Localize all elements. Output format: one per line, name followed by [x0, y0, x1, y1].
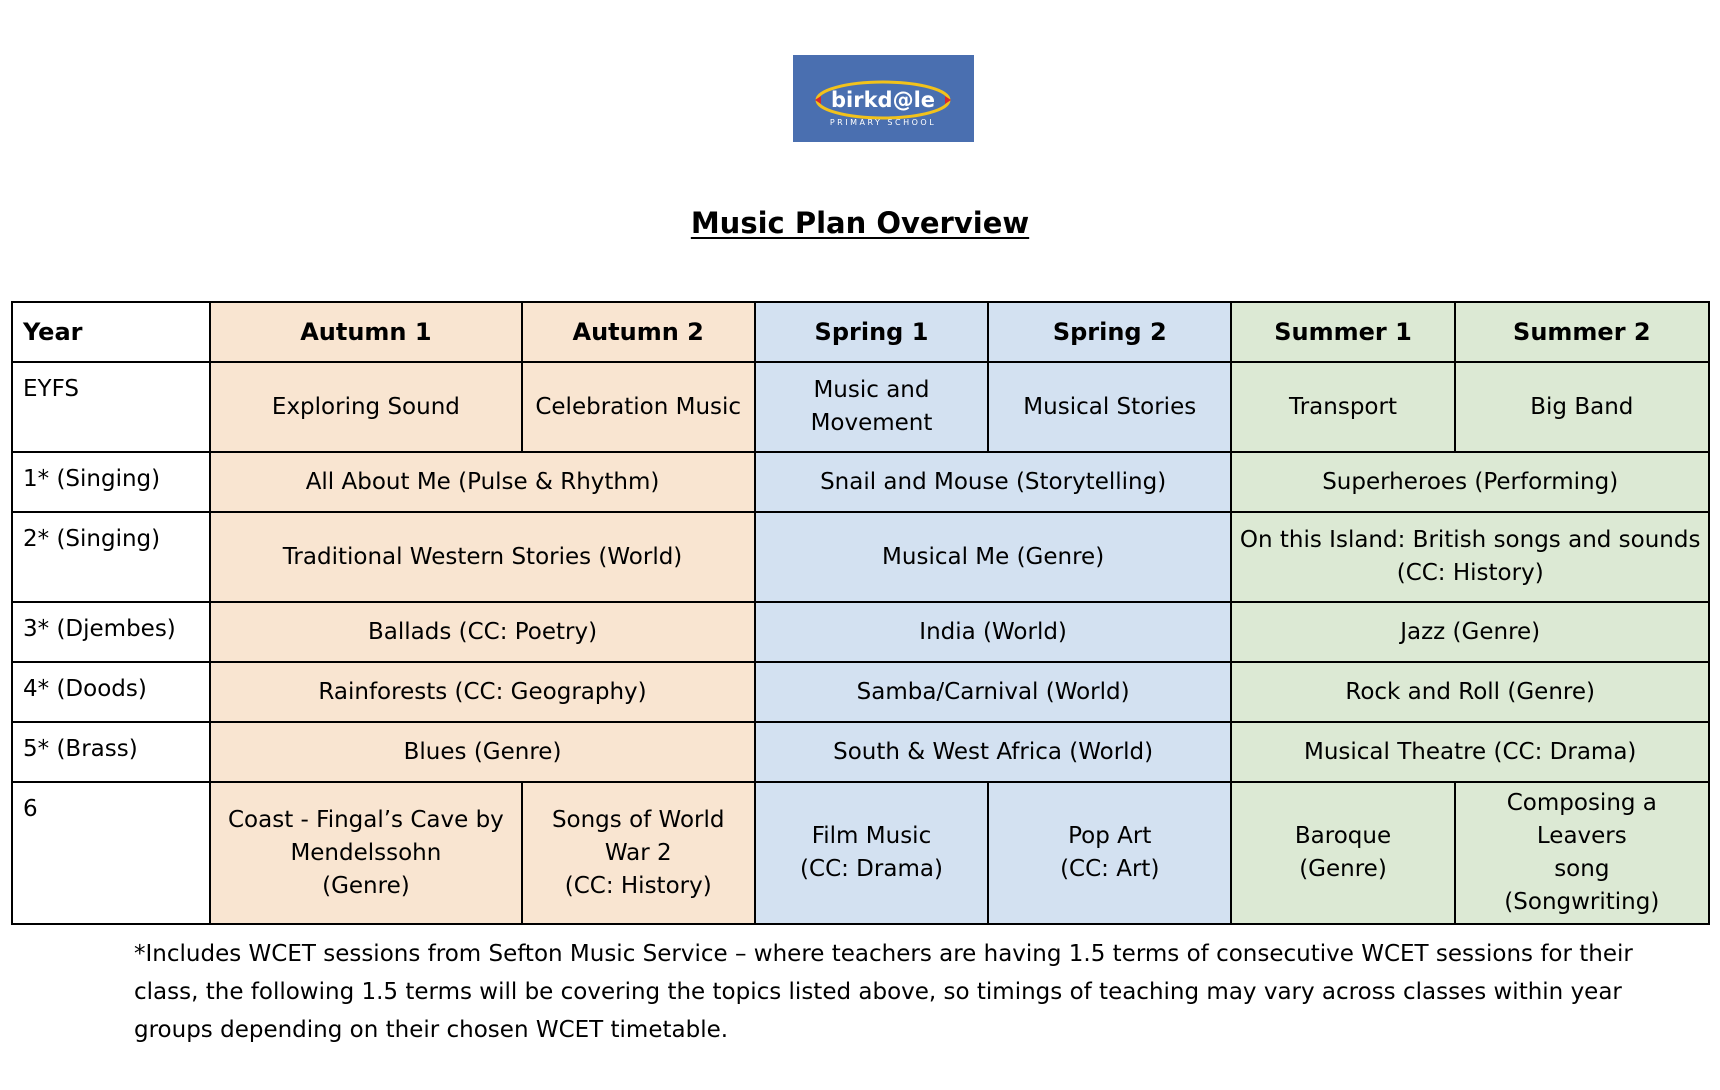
table-row: [12, 662, 1709, 722]
footnote: *Includes WCET sessions from Sefton Music Service – where teachers are having 1.5 terms of consecutive WCET sessions for their class, the following 1.5 terms will be covering the topics listed above, so timings of teaching may vary across classes within year groups depending on their chosen WCET timetable.: [134, 941, 1633, 1043]
topic-cell: Blues (Genre): [210, 722, 755, 782]
topic-cell: Rock and Roll (Genre): [1231, 662, 1709, 722]
year-cell: EYFS: [12, 362, 210, 452]
topic-cell: Rainforests (CC: Geography): [210, 662, 755, 722]
year-cell: 4* (Doods): [12, 662, 210, 722]
topic-cell: Musical Me (Genre): [755, 512, 1232, 602]
topic-cell: Exploring Sound: [210, 362, 521, 452]
table-row: [12, 512, 1709, 602]
year-cell: 5* (Brass): [12, 722, 210, 782]
topic-cell: Baroque (Genre): [1231, 782, 1454, 924]
topic-cell: Music and Movement: [755, 362, 988, 452]
school-logo-emblem: [793, 55, 974, 142]
page-title: Music Plan Overview: [690, 206, 1030, 240]
year-cell: 2* (Singing): [12, 512, 210, 602]
topic-cell: Superheroes (Performing): [1231, 452, 1709, 512]
header-autumn-1: Autumn 1: [210, 302, 521, 362]
topic-cell: Snail and Mouse (Storytelling): [755, 452, 1232, 512]
topic-cell: Musical Theatre (CC: Drama): [1231, 722, 1709, 782]
table-row: [12, 602, 1709, 662]
topic-cell: Big Band: [1455, 362, 1709, 452]
year-cell: 3* (Djembes): [12, 602, 210, 662]
topic-cell: Celebration Music: [522, 362, 755, 452]
topic-cell: On this Island: British songs and sounds (CC: History): [1231, 512, 1709, 602]
logo-subtitle: PRIMARY SCHOOL: [829, 118, 937, 127]
header-spring-2: Spring 2: [988, 302, 1231, 362]
topic-cell: Ballads (CC: Poetry): [210, 602, 755, 662]
topic-cell: All About Me (Pulse & Rhythm): [210, 452, 755, 512]
year-cell: 1* (Singing): [12, 452, 210, 512]
topic-cell: Traditional Western Stories (World): [210, 512, 755, 602]
topic-cell: South & West Africa (World): [755, 722, 1232, 782]
topic-cell: Coast - Fingal’s Cave by Mendelssohn (Genre): [210, 782, 521, 924]
year-cell: 6: [12, 782, 210, 924]
header-summer-2: Summer 2: [1455, 302, 1709, 362]
topic-cell: Transport: [1231, 362, 1454, 452]
topic-cell: Musical Stories: [988, 362, 1231, 452]
music-plan-table: [11, 301, 1710, 925]
topic-cell: Film Music (CC: Drama): [755, 782, 988, 924]
topic-cell: Samba/Carnival (World): [755, 662, 1232, 722]
table-row: [12, 782, 1709, 924]
topic-cell: India (World): [755, 602, 1232, 662]
table-row: [12, 362, 1709, 452]
topic-cell: Jazz (Genre): [1231, 602, 1709, 662]
table-row: [12, 452, 1709, 512]
header-spring-1: Spring 1: [755, 302, 988, 362]
table-row: [12, 722, 1709, 782]
topic-cell: Composing a Leavers song (Songwriting): [1455, 782, 1709, 924]
header-year: Year: [12, 302, 210, 362]
header-summer-1: Summer 1: [1231, 302, 1454, 362]
header-row: [12, 302, 1709, 362]
topic-cell: Pop Art (CC: Art): [988, 782, 1231, 924]
logo-name: birkd@le: [830, 88, 936, 112]
topic-cell: Songs of World War 2 (CC: History): [522, 782, 755, 924]
header-autumn-2: Autumn 2: [522, 302, 755, 362]
school-logo: [793, 55, 974, 142]
